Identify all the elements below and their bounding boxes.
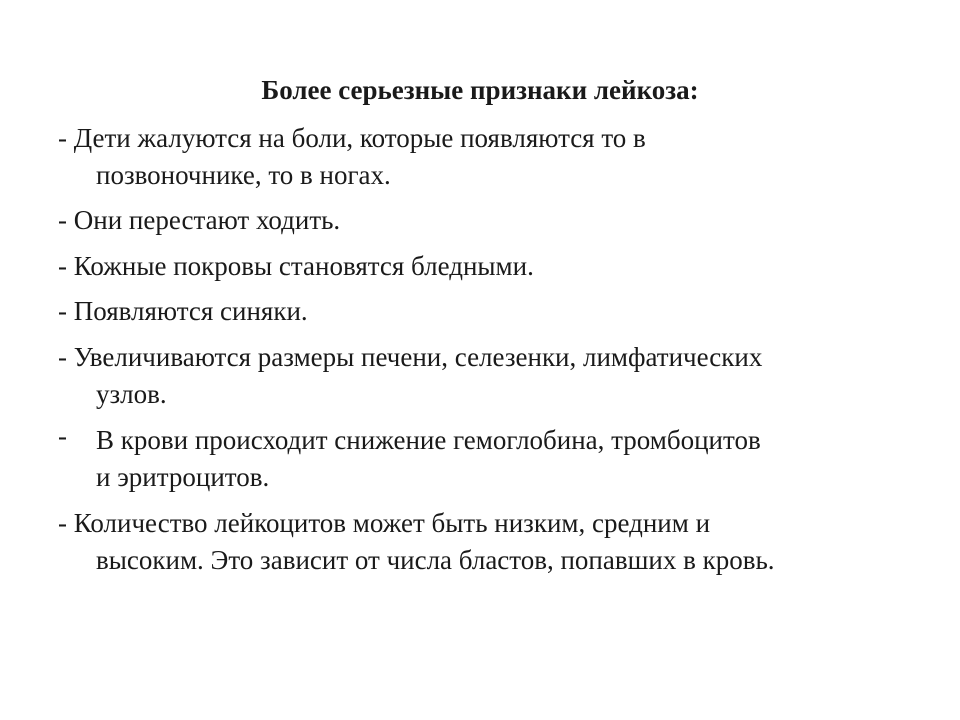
list-item-line: - Кожные покровы становятся бледными.: [58, 251, 534, 281]
list-item: [58, 339, 918, 413]
list-item-continuation: высоким. Это зависит от числа бластов, попавших в кровь.: [96, 545, 775, 575]
list-item-continuation: и эритроцитов.: [96, 462, 270, 492]
list-item: [58, 293, 918, 330]
list-item: [58, 422, 918, 496]
list-item-continuation: узлов.: [96, 379, 167, 409]
list-item-line: - Появляются синяки.: [58, 296, 308, 326]
list-item-line: В крови происходит снижение гемоглобина, тромбоцитов: [96, 425, 761, 455]
list-item-line: - Увеличиваются размеры печени, селезенки, лимфатических: [58, 342, 763, 372]
list-item: [58, 505, 918, 579]
list-item: [58, 120, 918, 194]
list-item: [58, 202, 918, 239]
list-item-line: - Дети жалуются на боли, которые появляются то в: [58, 123, 646, 153]
list-item: [58, 248, 918, 285]
slide-title: Более серьезные признаки лейкоза:: [261, 75, 699, 105]
list-item-line: - Количество лейкоцитов может быть низким, средним и: [58, 508, 711, 538]
list-item-line: - Они перестают ходить.: [58, 205, 341, 235]
list-item-continuation: позвоночнике, то в ногах.: [96, 160, 391, 190]
list-bullet-dash: -: [58, 421, 67, 451]
